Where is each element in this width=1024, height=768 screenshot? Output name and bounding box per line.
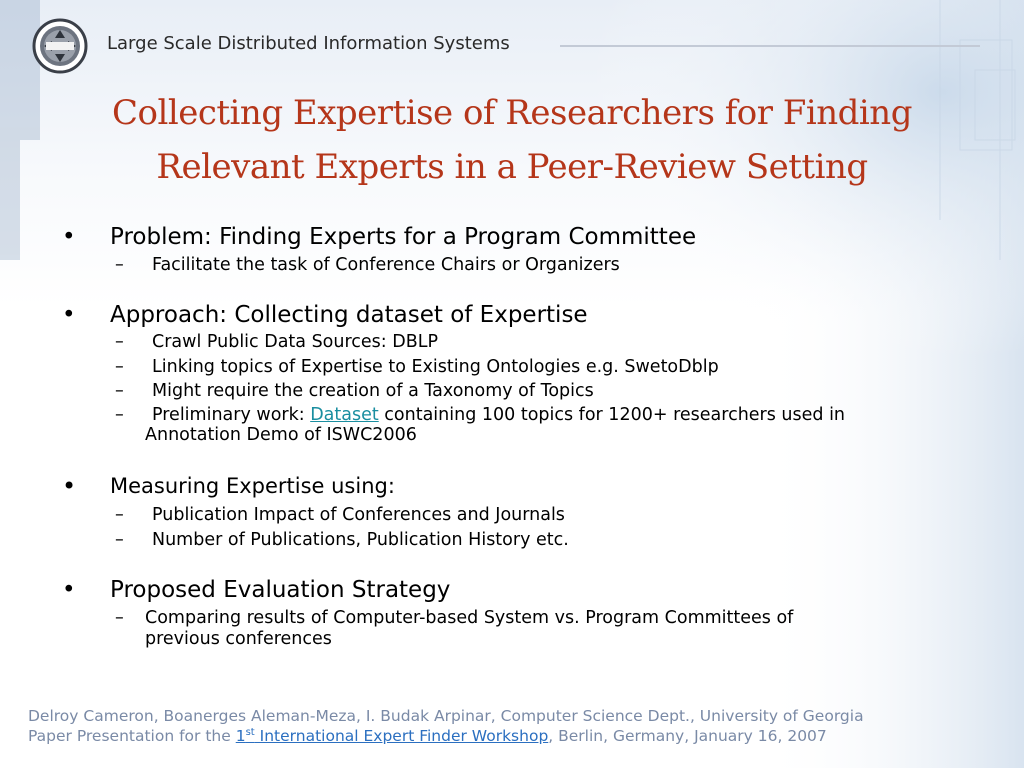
workshop-link-sup: st xyxy=(245,727,255,738)
bullet-marker: • xyxy=(62,472,77,500)
sub-bullet-marker: – xyxy=(115,505,124,525)
title-line-1: Collecting Expertise of Researchers for Finding xyxy=(112,93,912,133)
sub-bullet-text: Might require the creation of a Taxonomy of Topics xyxy=(152,381,594,401)
workshop-link[interactable] xyxy=(236,727,549,745)
workshop-link-ordinal: 1 xyxy=(235,727,246,746)
sub-bullet-marker: – xyxy=(115,405,124,425)
bullet-text: Problem: Finding Experts for a Program Committee xyxy=(110,224,697,250)
sub-bullet-text: Crawl Public Data Sources: DBLP xyxy=(152,332,439,352)
sub-bullet-marker: – xyxy=(115,381,124,401)
sub-bullet-marker: – xyxy=(115,530,124,550)
bullet-marker: • xyxy=(62,577,76,603)
sub-bullet-text xyxy=(145,608,793,650)
workshop-link-text: International Expert Finder Workshop xyxy=(254,727,549,746)
bullet-marker: • xyxy=(62,302,76,328)
bullet-marker: • xyxy=(62,224,76,250)
sub-bullet-text: Facilitate the task of Conference Chairs or Organizers xyxy=(152,255,620,275)
sub-bullet-text: Number of Publications, Publication History etc. xyxy=(152,530,569,550)
bullet-text: Proposed Evaluation Strategy xyxy=(110,577,451,603)
dataset-link[interactable]: Dataset xyxy=(310,405,379,425)
sub-bullet-marker: – xyxy=(115,332,124,352)
sub-bullet-line-1: Comparing results of Computer-based System vs. Program Committees of xyxy=(145,608,794,628)
sub-bullet-line-2: previous conferences xyxy=(145,629,332,649)
sub-bullet-text xyxy=(152,405,845,425)
sub-bullet-text: Linking topics of Expertise to Existing Ontologies e.g. SwetoDblp xyxy=(152,357,719,377)
sub-bullet-marker: – xyxy=(115,357,124,377)
bullet-text: Measuring Expertise using: xyxy=(110,474,395,498)
sub-bullet-text: Publication Impact of Conferences and Journals xyxy=(152,505,565,525)
footer-suffix: , Berlin, Germany, January 16, 2007 xyxy=(548,727,827,746)
sub-bullet-suffix: containing 100 topics for 1200+ researchers used in xyxy=(378,405,846,425)
footer-authors: Delroy Cameron, Boanerges Aleman-Meza, I. Budak Arpinar, Computer Science Dept., University of Georgia xyxy=(28,707,864,725)
sub-bullet-prefix: Preliminary work: xyxy=(152,405,311,425)
sub-bullet-continuation-text: Annotation Demo of ISWC2006 xyxy=(145,425,417,445)
sub-bullet-marker: – xyxy=(115,608,124,628)
bullet-text: Approach: Collecting dataset of Expertise xyxy=(110,302,588,328)
title-line-2: Relevant Experts in a Peer-Review Setting xyxy=(156,147,868,187)
organization-name: Large Scale Distributed Information Systems xyxy=(107,33,510,54)
footer-prefix: Paper Presentation for the xyxy=(28,727,236,746)
footer-presentation xyxy=(28,727,827,745)
sub-bullet-marker: – xyxy=(115,255,124,275)
